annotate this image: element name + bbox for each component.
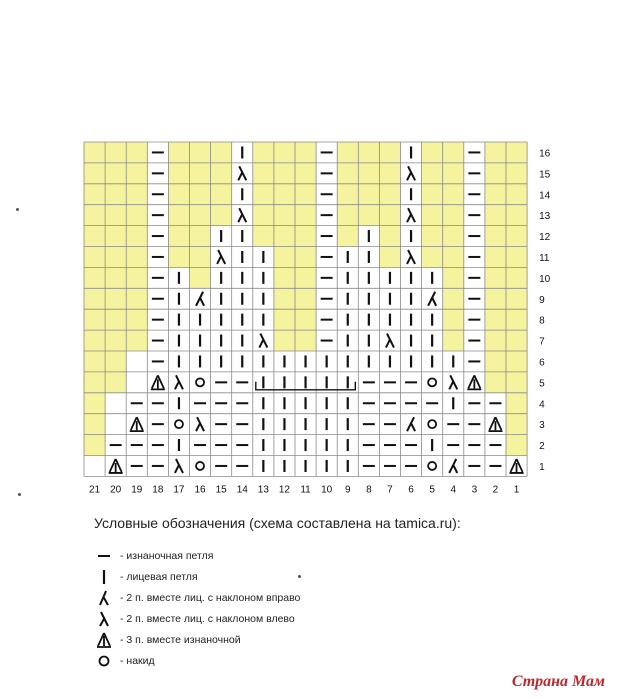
chart-cell [358,205,379,226]
legend-text: - 2 п. вместе лиц. с наклоном влево [120,612,295,625]
chart-cell [443,163,464,184]
row-label: 6 [539,357,545,369]
chart-cell [485,184,506,205]
col-label: 20 [110,484,122,496]
chart-cell [105,351,126,372]
chart-cell [443,226,464,247]
chart-cell [337,163,358,184]
row-label: 3 [539,420,545,432]
chart-cell [379,142,400,163]
legend-text: - 2 п. вместе лиц. с наклоном вправо [120,591,301,604]
chart-cell [84,267,105,288]
chart-cell [84,142,105,163]
chart-cell [506,247,527,268]
chart-cell [274,309,295,330]
col-label: 15 [215,484,227,496]
chart-cell [506,267,527,288]
chart-cell [506,330,527,351]
chart-cell [84,393,105,414]
chart-cell [84,288,105,309]
speck [18,493,21,496]
col-label: 13 [257,484,269,496]
chart-cell [506,351,527,372]
chart-cell [126,247,147,268]
chart-cell [84,247,105,268]
chart-cell [105,393,126,414]
legend [96,545,300,671]
chart-cell [295,288,316,309]
chart-cell [168,205,189,226]
chart-cell [506,309,527,330]
chart-cell [422,456,443,477]
knit-symbol-icon [96,567,118,587]
row-label: 5 [539,378,545,390]
chart-cell [105,414,126,435]
p3tog-icon [96,630,118,650]
chart-cell [443,267,464,288]
chart-cell [190,456,211,477]
col-label: 9 [344,484,351,496]
chart-cell [506,414,527,435]
chart-cell [358,142,379,163]
chart-cell [253,226,274,247]
chart-cell [168,163,189,184]
legend-title: Условные обозначения (схема составлена на tamica.ru): [94,515,461,531]
chart-cell [190,247,211,268]
chart-cell [295,142,316,163]
chart-cell [443,184,464,205]
chart-cell [337,184,358,205]
chart-cell [105,205,126,226]
chart-cell [422,205,443,226]
chart-cell [105,372,126,393]
legend-item-purl [96,545,300,566]
chart-cell [422,163,443,184]
chart-cell [190,372,211,393]
chart-cell [443,330,464,351]
chart-cell [211,163,232,184]
col-label: 18 [152,484,164,496]
chart-cell [337,142,358,163]
row-label: 13 [539,211,551,223]
chart-cell [105,247,126,268]
chart-cell [84,330,105,351]
chart-cell [126,288,147,309]
legend-item-k2tog-left [96,608,300,629]
chart-cell [358,184,379,205]
chart-cell [253,142,274,163]
chart-cell [274,288,295,309]
legend-text: - 3 п. вместе изнаночной [120,633,241,646]
chart-cell [126,163,147,184]
chart-cell [485,267,506,288]
chart-cell [506,184,527,205]
legend-text: - лицевая петля [120,570,198,583]
col-label: 10 [321,484,333,496]
row-label: 7 [539,336,545,348]
row-label: 10 [539,273,551,285]
chart-cell [105,309,126,330]
chart-cell [422,226,443,247]
chart-cell [84,226,105,247]
chart-cell [105,184,126,205]
chart-cell [506,163,527,184]
col-label: 3 [471,484,478,496]
chart-cell [443,205,464,226]
col-label: 4 [450,484,457,496]
k2tog-right-icon [96,588,118,608]
chart-cell [105,142,126,163]
chart-cell [274,142,295,163]
col-label: 14 [236,484,248,496]
chart-cell [126,205,147,226]
chart-cell [485,288,506,309]
chart-cell [105,288,126,309]
chart-cell [84,435,105,456]
chart-cell [485,163,506,184]
row-label: 4 [539,399,545,411]
chart-cell [190,142,211,163]
row-label: 12 [539,232,551,244]
chart-cell [84,351,105,372]
legend-item-yarn-over [96,650,300,671]
col-label: 2 [492,484,499,496]
chart-cell [84,414,105,435]
chart-cell [126,226,147,247]
chart-cell [506,372,527,393]
chart-cell [295,330,316,351]
chart-cell [105,163,126,184]
chart-cell [485,330,506,351]
chart-cell [506,226,527,247]
chart-cell [105,267,126,288]
chart-cell [379,247,400,268]
col-label: 19 [131,484,143,496]
row-label: 14 [539,190,551,202]
chart-cell [211,142,232,163]
chart-cell [422,372,443,393]
row-label: 1 [539,461,545,473]
chart-cell [126,267,147,288]
legend-text: - накид [120,654,155,667]
chart-cell [126,184,147,205]
chart-cell [379,226,400,247]
chart-cell [126,351,147,372]
chart-cell [168,247,189,268]
chart-cell [358,163,379,184]
chart-cell [506,435,527,456]
chart-cell [274,163,295,184]
row-label: 11 [539,252,550,264]
chart-cell [211,184,232,205]
chart-cell [126,142,147,163]
col-label: 12 [278,484,291,496]
chart-cell [190,184,211,205]
chart-cell [84,372,105,393]
row-label: 15 [539,169,551,181]
chart-cell [506,205,527,226]
chart-cell [168,226,189,247]
chart-cell [295,184,316,205]
row-label: 2 [539,441,545,453]
chart-cell [443,288,464,309]
chart-cell [126,372,147,393]
chart-cell [422,414,443,435]
chart-cell [506,142,527,163]
col-label: 7 [387,484,393,496]
chart-cell [485,309,506,330]
chart-cell [485,142,506,163]
chart-cell [168,414,189,435]
legend-item-knit [96,566,300,587]
chart-cell [443,309,464,330]
col-label: 11 [300,484,311,496]
chart-cell [295,267,316,288]
row-label: 8 [539,315,545,327]
chart-cell [485,351,506,372]
chart-cell [295,163,316,184]
chart-cell [379,205,400,226]
k2tog-left-icon [96,609,118,629]
col-label: 8 [366,484,372,496]
legend-item-p3tog [96,629,300,650]
chart-cell [253,205,274,226]
yarn-over-icon [96,651,118,671]
chart-cell [506,288,527,309]
chart-cell [84,184,105,205]
chart-cell [274,330,295,351]
purl-symbol-icon [96,546,118,566]
chart-cell [253,163,274,184]
chart-cell [211,205,232,226]
chart-cell [253,184,274,205]
col-label: 16 [194,484,206,496]
chart-cell [105,226,126,247]
chart-cell [190,226,211,247]
chart-cell [274,267,295,288]
chart-cell [295,205,316,226]
chart-cell [126,309,147,330]
chart-cell [422,247,443,268]
chart-cell [274,226,295,247]
chart-cell [379,163,400,184]
chart-cell [84,456,105,477]
col-label: 6 [408,484,414,496]
chart-cell [190,267,211,288]
chart-cell [443,247,464,268]
col-label: 5 [429,484,435,496]
chart-cell [274,247,295,268]
row-label: 16 [539,148,551,160]
chart-cell [485,372,506,393]
chart-cell [105,330,126,351]
chart-cell [379,184,400,205]
chart-cell [126,330,147,351]
chart-cell [190,205,211,226]
chart-cell [274,184,295,205]
chart-cell [485,226,506,247]
speck [16,208,19,211]
legend-item-k2tog-right [96,587,300,608]
chart-cell [422,184,443,205]
chart-cell [295,309,316,330]
watermark-logo: Страна Мам [511,673,605,690]
legend-text: - изнаночная петля [120,549,214,562]
chart-cell [295,247,316,268]
chart-cell [443,142,464,163]
chart-cell [295,226,316,247]
chart-cell [337,205,358,226]
chart-cell [190,163,211,184]
chart-cell [168,142,189,163]
chart-cell [168,184,189,205]
chart-cell [506,393,527,414]
chart-cell [84,309,105,330]
chart-cell [274,205,295,226]
chart-cell [337,226,358,247]
chart-cell [485,247,506,268]
chart-cell [485,205,506,226]
col-label: 17 [173,484,185,496]
chart-cell [84,205,105,226]
col-label: 1 [513,484,520,496]
chart-cell [422,142,443,163]
col-label: 21 [88,484,101,496]
row-label: 9 [539,294,545,306]
chart-cell [84,163,105,184]
